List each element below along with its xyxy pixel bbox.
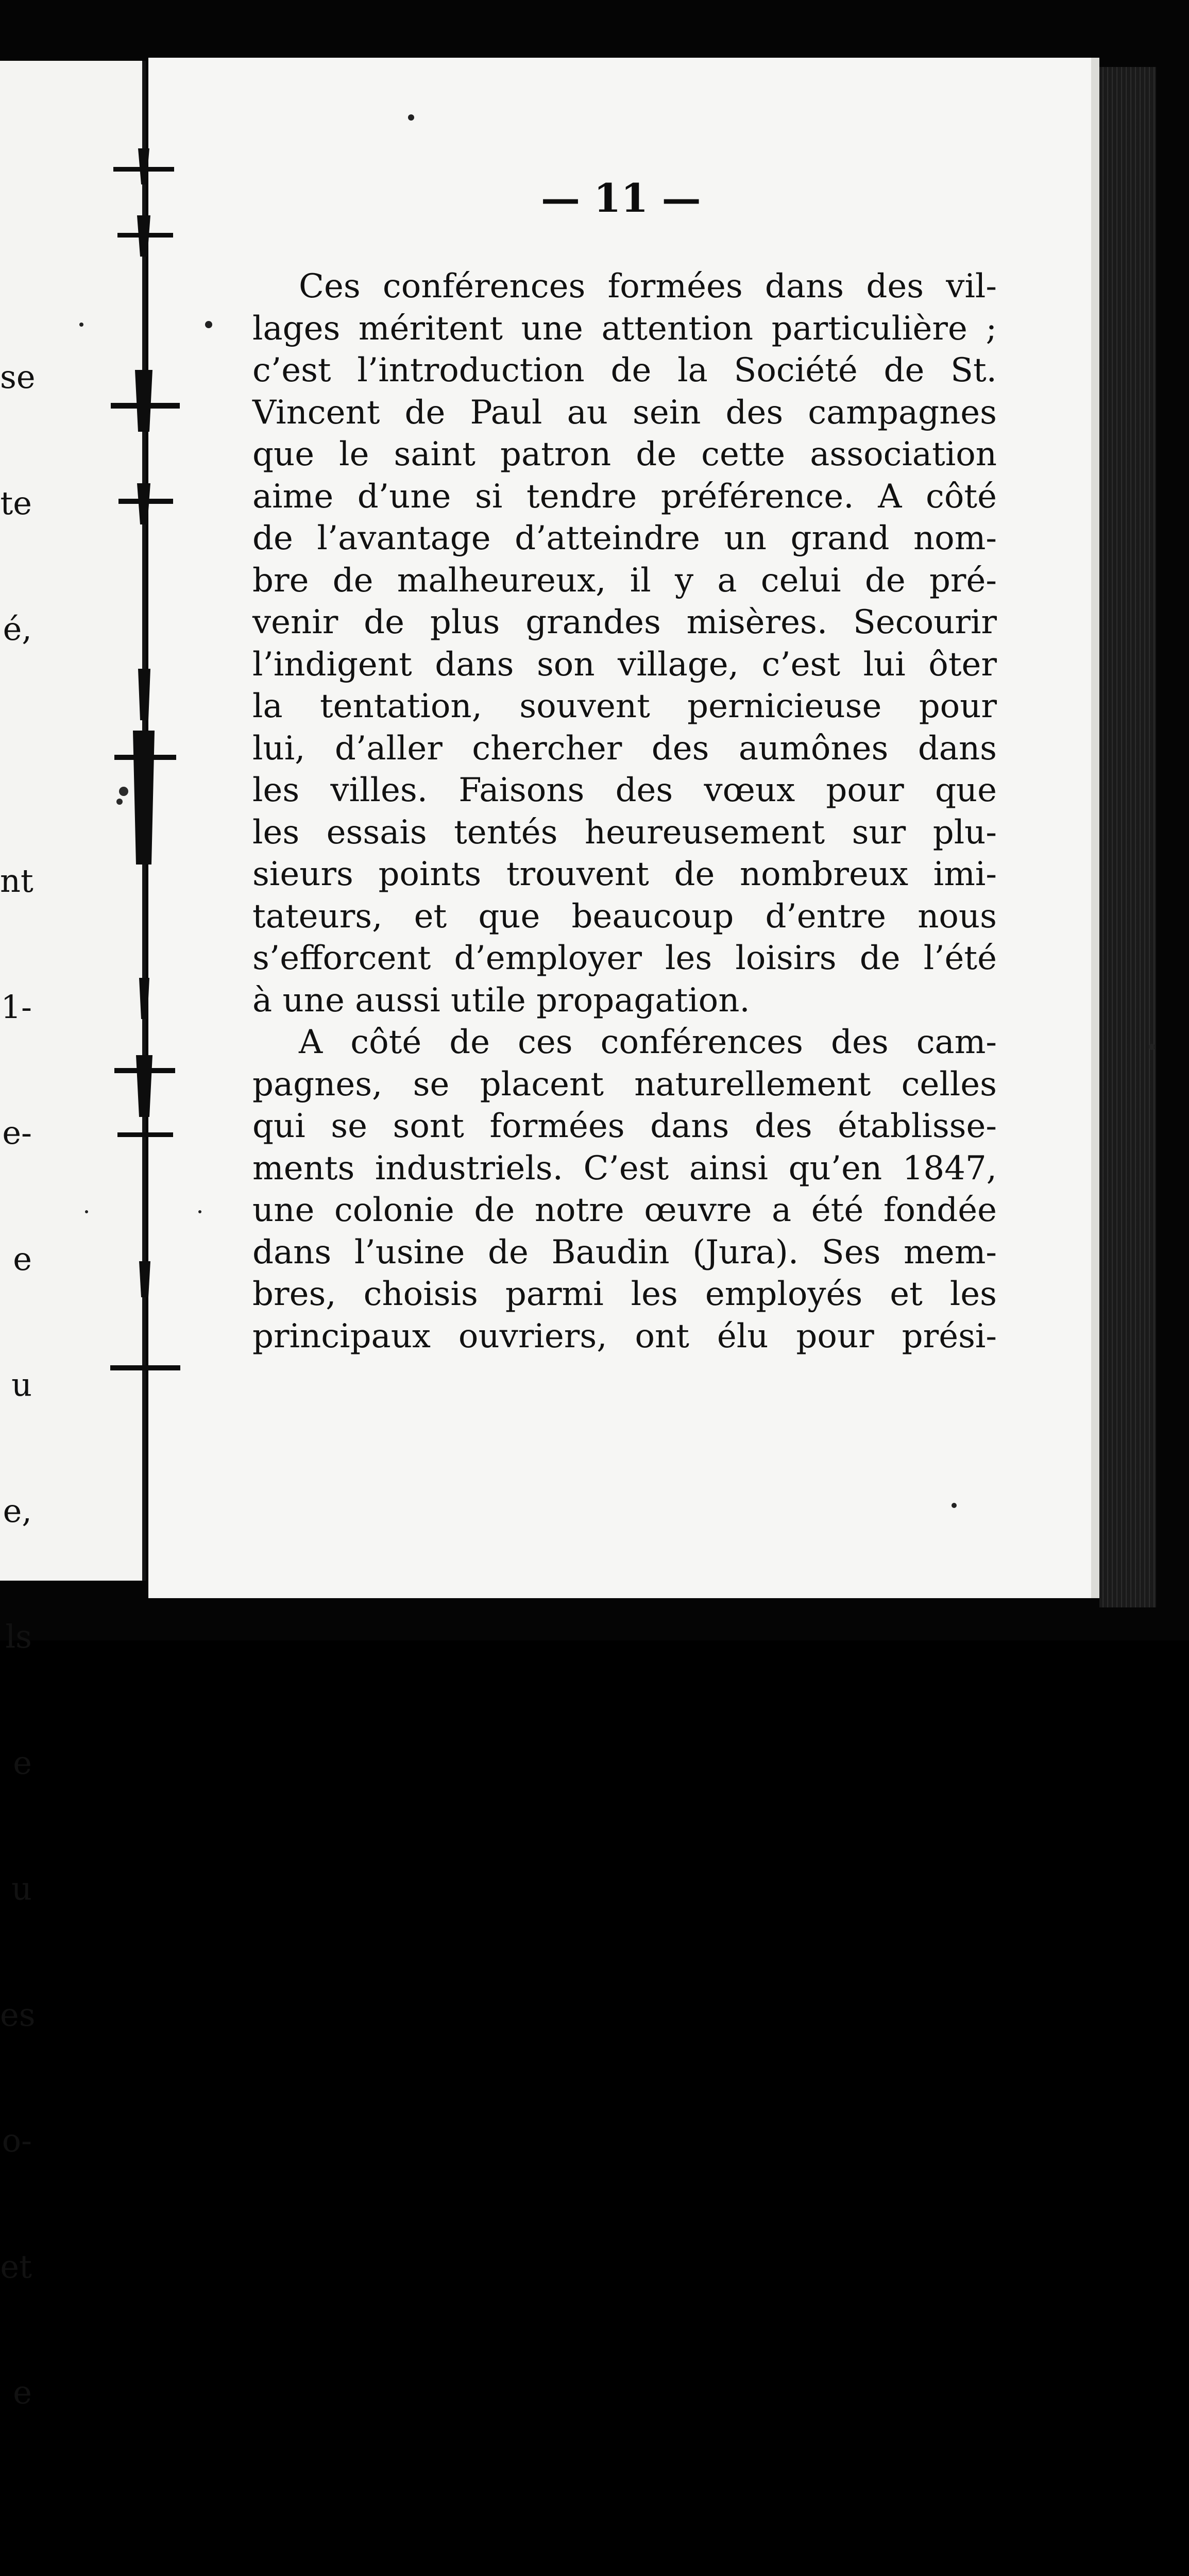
text-line: bre de malheureux, il y a celui de pré-	[252, 561, 997, 600]
text-line: tateurs, et que beaucoup d’entre nous	[252, 897, 997, 936]
text-line: la tentation, souvent pernicieuse pour	[252, 687, 997, 725]
fragment-line: o-	[2, 2122, 32, 2159]
previous-page-line-fragments	[0, 272, 36, 2576]
text-line: les villes. Faisons des vœux pour que	[252, 771, 997, 809]
fragment-line: e	[13, 1240, 32, 1278]
fragment-line: nt	[0, 862, 33, 900]
text-line: aime d’une si tendre préférence. A côté	[252, 477, 997, 516]
text-line: lui, d’aller chercher des aumônes dans	[252, 729, 997, 768]
fragment-line: 1-	[1, 988, 32, 1026]
text-line: bres, choisis parmi les employés et les	[252, 1275, 997, 1313]
fragment-line: e,	[3, 1492, 32, 1530]
body-text	[252, 266, 997, 1358]
text-line: venir de plus grandes misères. Secourir	[252, 603, 997, 641]
text-line: de l’avantage d’atteindre un grand nom-	[252, 519, 997, 557]
fragment-line	[0, 734, 32, 776]
text-line: Ces conférences formées dans des vil-	[299, 267, 997, 306]
text-line: les essais tentés heureusement sur plu-	[252, 813, 997, 852]
fragment-line: e	[13, 2374, 32, 2411]
fragment-line: se	[0, 358, 36, 396]
text-line: ments industriels. C’est ainsi qu’en 1847,	[252, 1149, 997, 1188]
text-line: sieurs points trouvent de nombreux imi-	[252, 855, 997, 893]
text-line: Vincent de Paul au sein des campagnes	[252, 393, 997, 432]
fragment-line	[0, 2498, 32, 2540]
fragment-line: u	[11, 1870, 32, 1907]
text-line: l’indigent dans son village, c’est lui ôter	[252, 645, 997, 684]
page-stack-edge	[1099, 67, 1156, 1607]
page-edge	[1091, 58, 1099, 1598]
text-line: à une aussi utile propagation.	[252, 981, 750, 1020]
text-line: A côté de ces conférences des cam-	[299, 1023, 997, 1061]
text-line: dans l’usine de Baudin (Jura). Ses mem-	[252, 1233, 997, 1272]
text-line: principaux ouvriers, ont élu pour prési-	[252, 1317, 997, 1355]
fragment-line: et	[0, 2247, 32, 2285]
fragment-line: e-	[2, 1114, 32, 1151]
binding-stitches	[108, 61, 180, 1581]
text-line: pagnes, se placent naturellement celles	[252, 1065, 997, 1104]
text-line: qui se sont formées dans des établisse-	[252, 1107, 997, 1145]
text-line: que le saint patron de cette association	[252, 435, 997, 473]
fragment-line: u	[11, 1366, 32, 1403]
text-line: une colonie de notre œuvre a été fondée	[252, 1191, 997, 1229]
text-line: lages méritent une attention particulière ;	[252, 309, 997, 348]
fragment-line: e	[13, 1743, 32, 1782]
text-line: c’est l’introduction de la Société de St.	[252, 351, 997, 389]
fragment-line: te	[0, 484, 32, 522]
fragment-line: es	[0, 1995, 36, 2033]
page-number: — 11 —	[541, 175, 701, 221]
fragment-line: é,	[3, 610, 32, 648]
text-line: s’efforcent d’employer les loisirs de l’été	[252, 939, 997, 977]
fragment-line: ls	[5, 1618, 32, 1655]
